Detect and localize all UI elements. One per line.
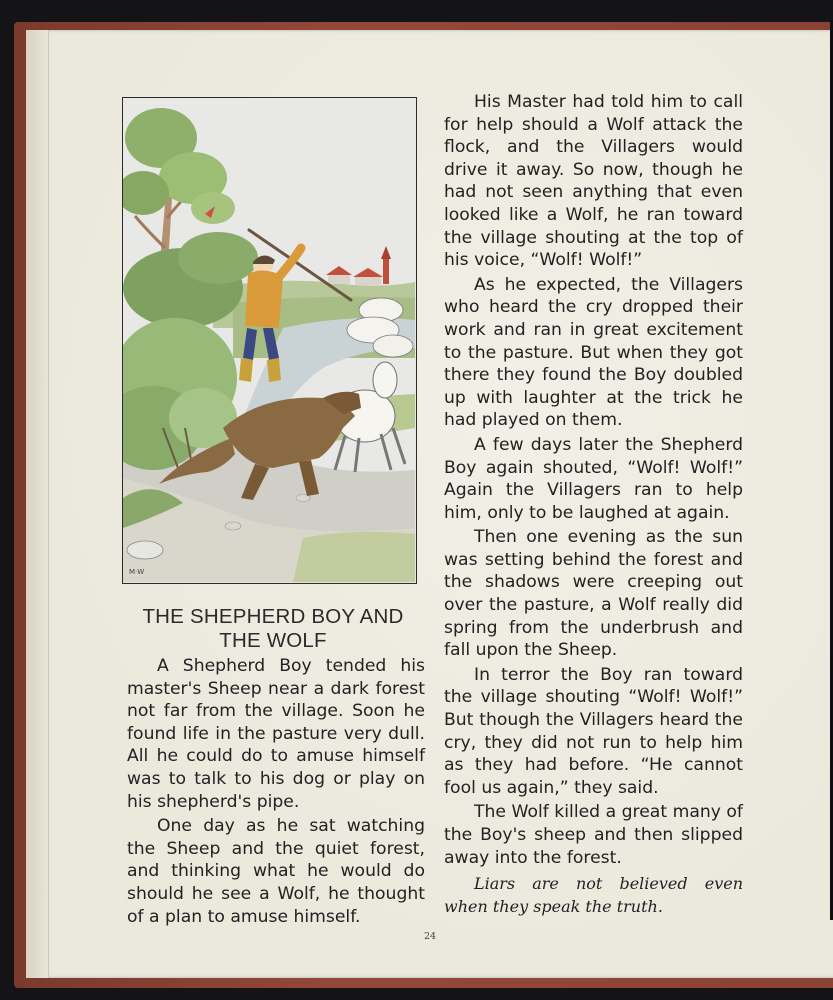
left-text-column [127,655,425,930]
story-title-line-1: THE SHEPHERD BOY AND [142,605,404,628]
right-text-column [444,91,743,920]
paragraph: His Master had told him to call for help should a Wolf attack the flock, and the Villagers would drive it away. So now, though he had not seen anything that even looked like a Wolf, he ran toward the village shouting at the top of his voice, “Wolf! Wolf!” [444,92,743,271]
paragraph: The Wolf killed a great many of the Boy's sheep and then slipped away into the forest. [444,802,743,868]
shepherd-wolf-illustration [123,98,415,582]
paragraph: As he expected, the Villagers who heard the cry dropped their work and ran in great excitement to the pasture. But when they got there they found the Boy doubled up with laughter at the trick he had played on them. [444,274,743,431]
story-illustration [122,97,417,584]
paragraph: A Shepherd Boy tended his master's Sheep near a dark forest not far from the village. Soon he found life in the pasture very dull. All he could do to amuse himself was to talk to his dog or play on his shepherd's pipe. [127,656,425,812]
page-number: 24 [423,931,437,942]
story-title [112,605,434,653]
paragraph: One day as he sat watching the Sheep and the quiet forest, and thinking what he would do should he see a Wolf, he thought of a plan to amuse himself. [127,816,425,927]
paragraph: A few days later the Shepherd Boy again shouted, “Wolf! Wolf!” Again the Villagers ran to help him, only to be laughed at again. [444,434,743,523]
story-moral: Liars are not believed even when they speak the truth. [444,874,743,916]
artist-signature: M·W [129,568,145,576]
paragraph: In terror the Boy ran toward the village shouting “Wolf! Wolf!” But though the Villagers heard the cry, they did not run to help him as they had before. “He cannot fool us again,” they said. [444,664,743,798]
story-title-line-2: THE WOLF [219,629,327,652]
paragraph: Then one evening as the sun was setting behind the forest and the shadows were creeping out over the pasture, a Wolf really did spring from the underbrush and fall upon the Sheep. [444,527,743,661]
page-gutter [26,30,49,978]
